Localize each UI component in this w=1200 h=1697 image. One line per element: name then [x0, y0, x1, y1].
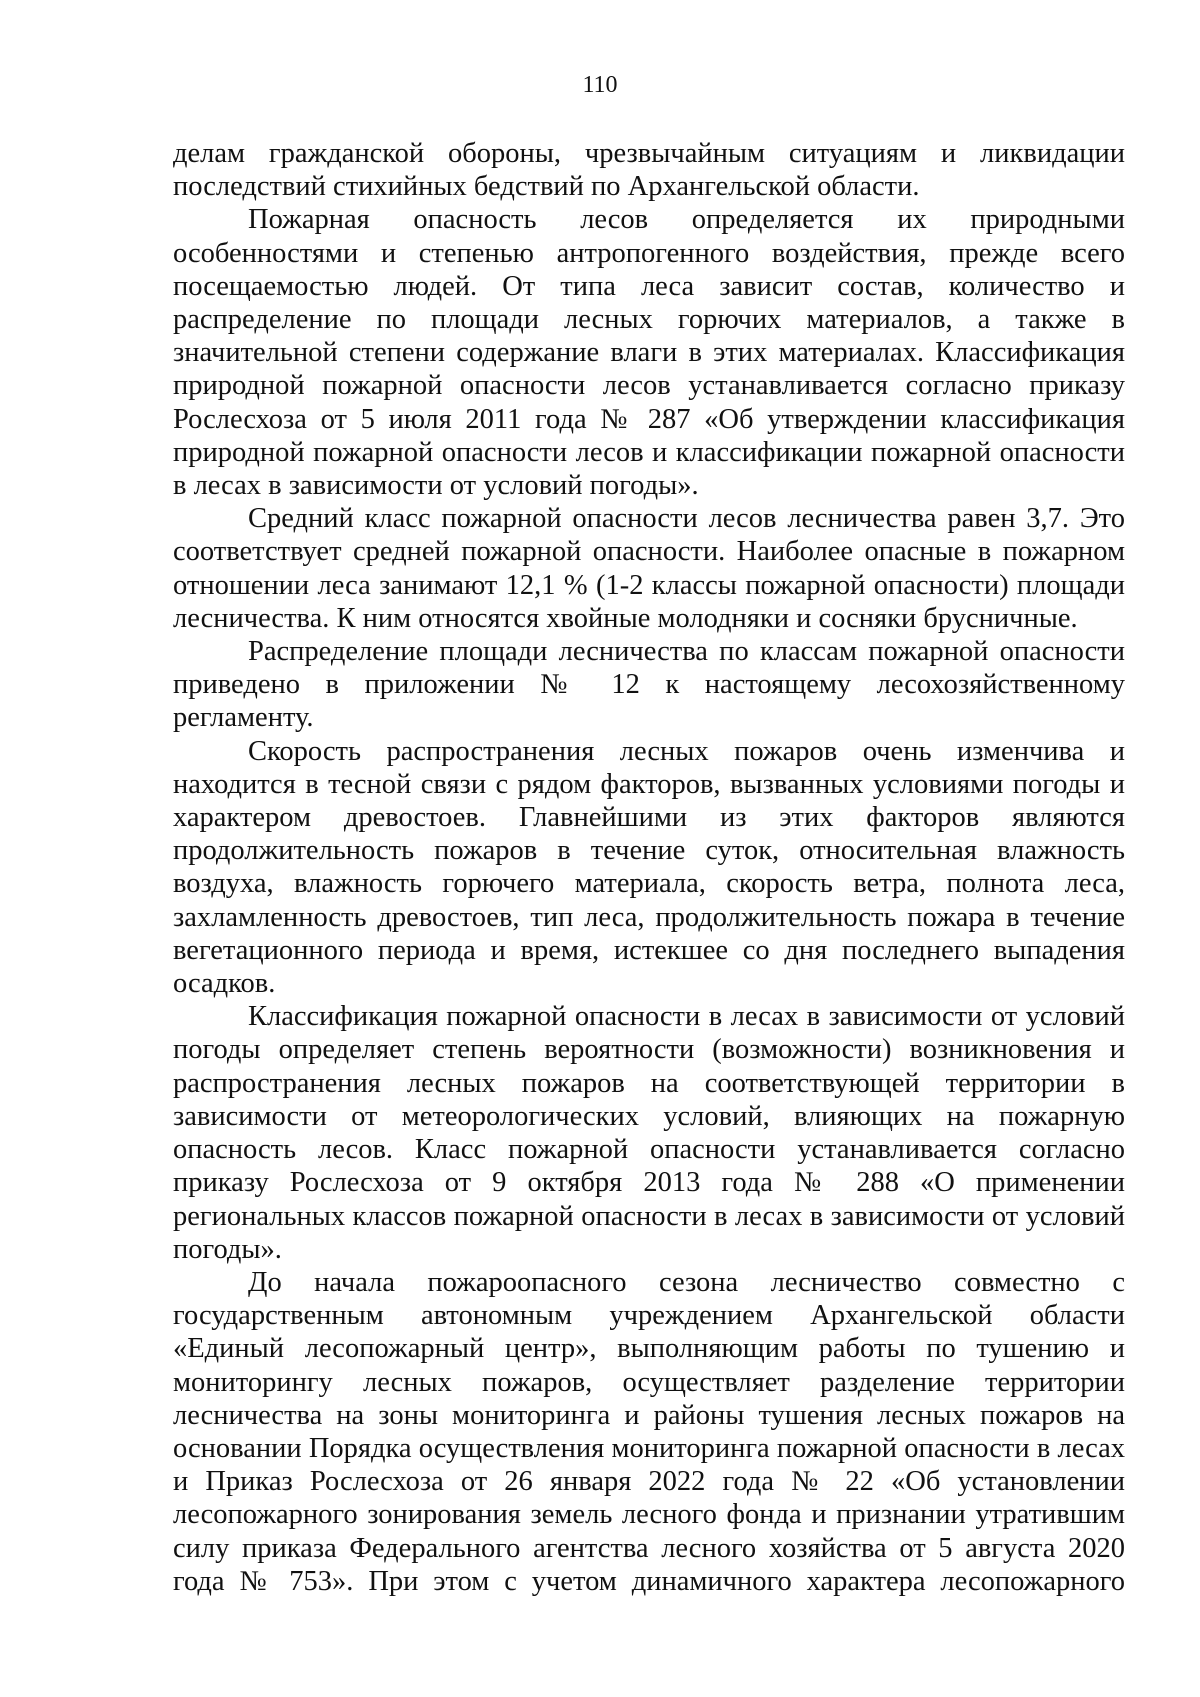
- text-line: мониторингу лесных пожаров, осуществляет разделение территории: [173, 1366, 1125, 1398]
- text-line: распределение по площади лесных горючих материалов, а также в: [173, 304, 1125, 336]
- text-line: приведено в приложении № 12 к настоящему лесохозяйственному: [173, 669, 1125, 701]
- text-line: лесничества на зоны мониторинга и районы тушения лесных пожаров на: [173, 1399, 1125, 1431]
- page-number: 110: [582, 72, 618, 98]
- text-line: осадков.: [173, 968, 276, 1000]
- text-line: погоды определяет степень вероятности (возможности) возникновения и: [173, 1034, 1125, 1066]
- text-line: природной пожарной опасности лесов и классификации пожарной опасности: [173, 436, 1125, 468]
- text-line: Распределение площади лесничества по классам пожарной опасности: [248, 636, 1125, 668]
- paragraph: [173, 635, 1125, 735]
- paragraph: [173, 203, 1125, 502]
- text-line: приказу Рослесхоза от 9 октября 2013 года № 288 «О применении: [173, 1167, 1125, 1199]
- text-line: Классификация пожарной опасности в лесах в зависимости от условий: [248, 1001, 1125, 1033]
- text-line: Средний класс пожарной опасности лесов лесничества равен 3,7. Это: [248, 503, 1125, 535]
- text-line: последствий стихийных бедствий по Архангельской области.: [173, 171, 920, 203]
- text-line: продолжительность пожаров в течение суток, относительная влажность: [173, 835, 1125, 867]
- text-line: делам гражданской обороны, чрезвычайным ситуациям и ликвидации: [173, 138, 1125, 169]
- text-line: Рослесхоза от 5 июля 2011 года № 287 «Об утверждении классификация: [173, 403, 1125, 435]
- text-line: регламенту.: [173, 702, 314, 734]
- paragraph: [173, 137, 1125, 203]
- text-line: Скорость распространения лесных пожаров очень изменчива и: [248, 735, 1125, 767]
- text-line: и Приказ Рослесхоза от 26 января 2022 года № 22 «Об установлении: [173, 1466, 1125, 1498]
- text-line: вегетационного периода и время, истекшее со дня последнего выпадения: [173, 934, 1125, 966]
- text-line: лесничества. К ним относятся хвойные молодняки и сосняки брусничные.: [173, 602, 1078, 634]
- paragraph: [173, 1000, 1125, 1266]
- text-line: силу приказа Федерального агентства лесного хозяйства от 5 августа 2020: [173, 1532, 1125, 1564]
- text-line: в лесах в зависимости от условий погоды».: [173, 470, 699, 502]
- text-line: отношении леса занимают 12,1 % (1-2 классы пожарной опасности) площади: [173, 569, 1125, 601]
- text-line: «Единый лесопожарный центр», выполняющим работы по тушению и: [173, 1333, 1125, 1365]
- text-line: региональных классов пожарной опасности в лесах в зависимости от условий: [173, 1200, 1125, 1232]
- paragraph: [173, 1266, 1125, 1598]
- text-line: захламленность древостоев, тип леса, продолжительность пожара в течение: [173, 901, 1125, 933]
- paragraph: [173, 502, 1125, 635]
- text-line: соответствует средней пожарной опасности. Наиболее опасные в пожарном: [173, 536, 1125, 568]
- text-line: опасность лесов. Класс пожарной опасности устанавливается согласно: [173, 1134, 1125, 1166]
- document-body: [173, 137, 1125, 1598]
- text-line: природной пожарной опасности лесов устанавливается согласно приказу: [173, 370, 1125, 402]
- text-line: находится в тесной связи с рядом факторов, вызванных условиями погоды и: [173, 768, 1125, 800]
- text-line: характером древостоев. Главнейшими из этих факторов являются: [173, 802, 1125, 834]
- text-line: воздуха, влажность горючего материала, скорость ветра, полнота леса,: [173, 868, 1125, 900]
- text-line: посещаемостью людей. От типа леса зависит состав, количество и: [173, 270, 1125, 302]
- text-line: государственным автономным учреждением Архангельской области: [173, 1300, 1125, 1332]
- text-line: распространения лесных пожаров на соответствующей территории в: [173, 1067, 1125, 1099]
- text-line: До начала пожароопасного сезона лесничество совместно с: [248, 1266, 1125, 1298]
- text-line: года № 753». При этом с учетом динамичного характера лесопожарного: [173, 1565, 1125, 1597]
- paragraph: [173, 735, 1125, 1001]
- text-line: лесопожарного зонирования земель лесного фонда и признании утратившим: [173, 1499, 1125, 1531]
- text-line: Пожарная опасность лесов определяется их природными: [248, 204, 1125, 236]
- text-line: погоды».: [173, 1233, 282, 1265]
- text-line: зависимости от метеорологических условий, влияющих на пожарную: [173, 1100, 1125, 1132]
- text-line: значительной степени содержание влаги в этих материалах. Классификация: [173, 337, 1125, 369]
- text-line: основании Порядка осуществления мониторинга пожарной опасности в лесах: [173, 1432, 1125, 1464]
- text-line: особенностями и степенью антропогенного воздействия, прежде всего: [173, 237, 1125, 269]
